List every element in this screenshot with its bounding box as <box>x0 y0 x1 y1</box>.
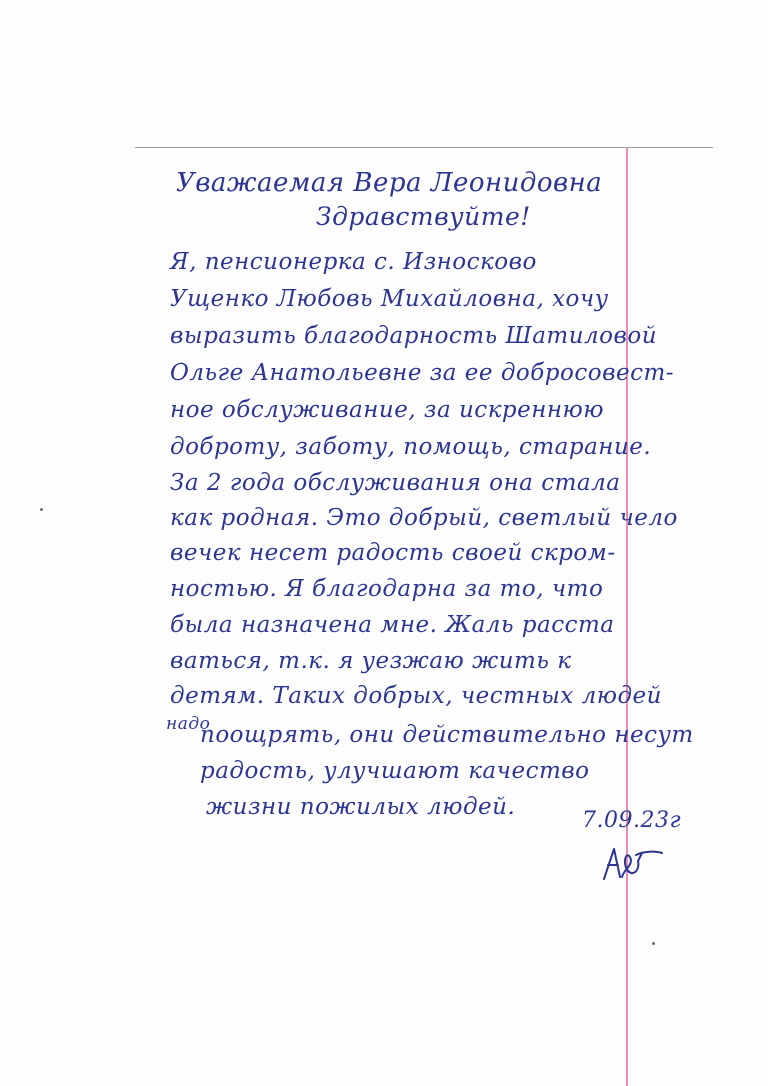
letter-line: как родная. Это добрый, светлый чело <box>170 505 678 531</box>
margin-line <box>626 147 628 1086</box>
paper-speck <box>652 942 655 945</box>
letter-line: ное обслуживание, за искреннюю <box>170 397 605 423</box>
letter-line: За 2 года обслуживания она стала <box>170 470 621 496</box>
letter-line: детям. Таких добрых, честных людей <box>170 683 662 709</box>
letter-line: Ущенко Любовь Михайловна, хочу <box>170 286 609 312</box>
letter-line: выразить благодарность Шатиловой <box>170 323 658 349</box>
letter-date: 7.09.23г <box>582 808 682 833</box>
letter-salutation: Уважаемая Вера Леонидовна <box>176 168 603 198</box>
inserted-word: надо <box>166 714 211 734</box>
letter-line: поощрять, они действительно несут <box>200 722 694 748</box>
letter-line: доброту, заботу, помощь, старание. <box>170 434 652 460</box>
paper-speck <box>40 508 43 511</box>
letter-line: ваться, т.к. я уезжаю жить к <box>170 648 572 674</box>
handwritten-signature <box>600 843 680 883</box>
letter-line: радость, улучшают качество <box>200 758 590 784</box>
letter-line: была назначена мне. Жаль расста <box>170 612 615 638</box>
letter-line: Я, пенсионерка с. Износково <box>170 249 537 275</box>
letter-line: ностью. Я благодарна за то, что <box>170 576 604 602</box>
letter-line: жизни пожилых людей. <box>206 794 516 820</box>
letter-line: вечек несет радость своей скром- <box>170 540 616 566</box>
letter-line: Ольге Анатольевне за ее добросовест- <box>170 360 675 386</box>
letter-greeting: Здравствуйте! <box>316 202 531 231</box>
